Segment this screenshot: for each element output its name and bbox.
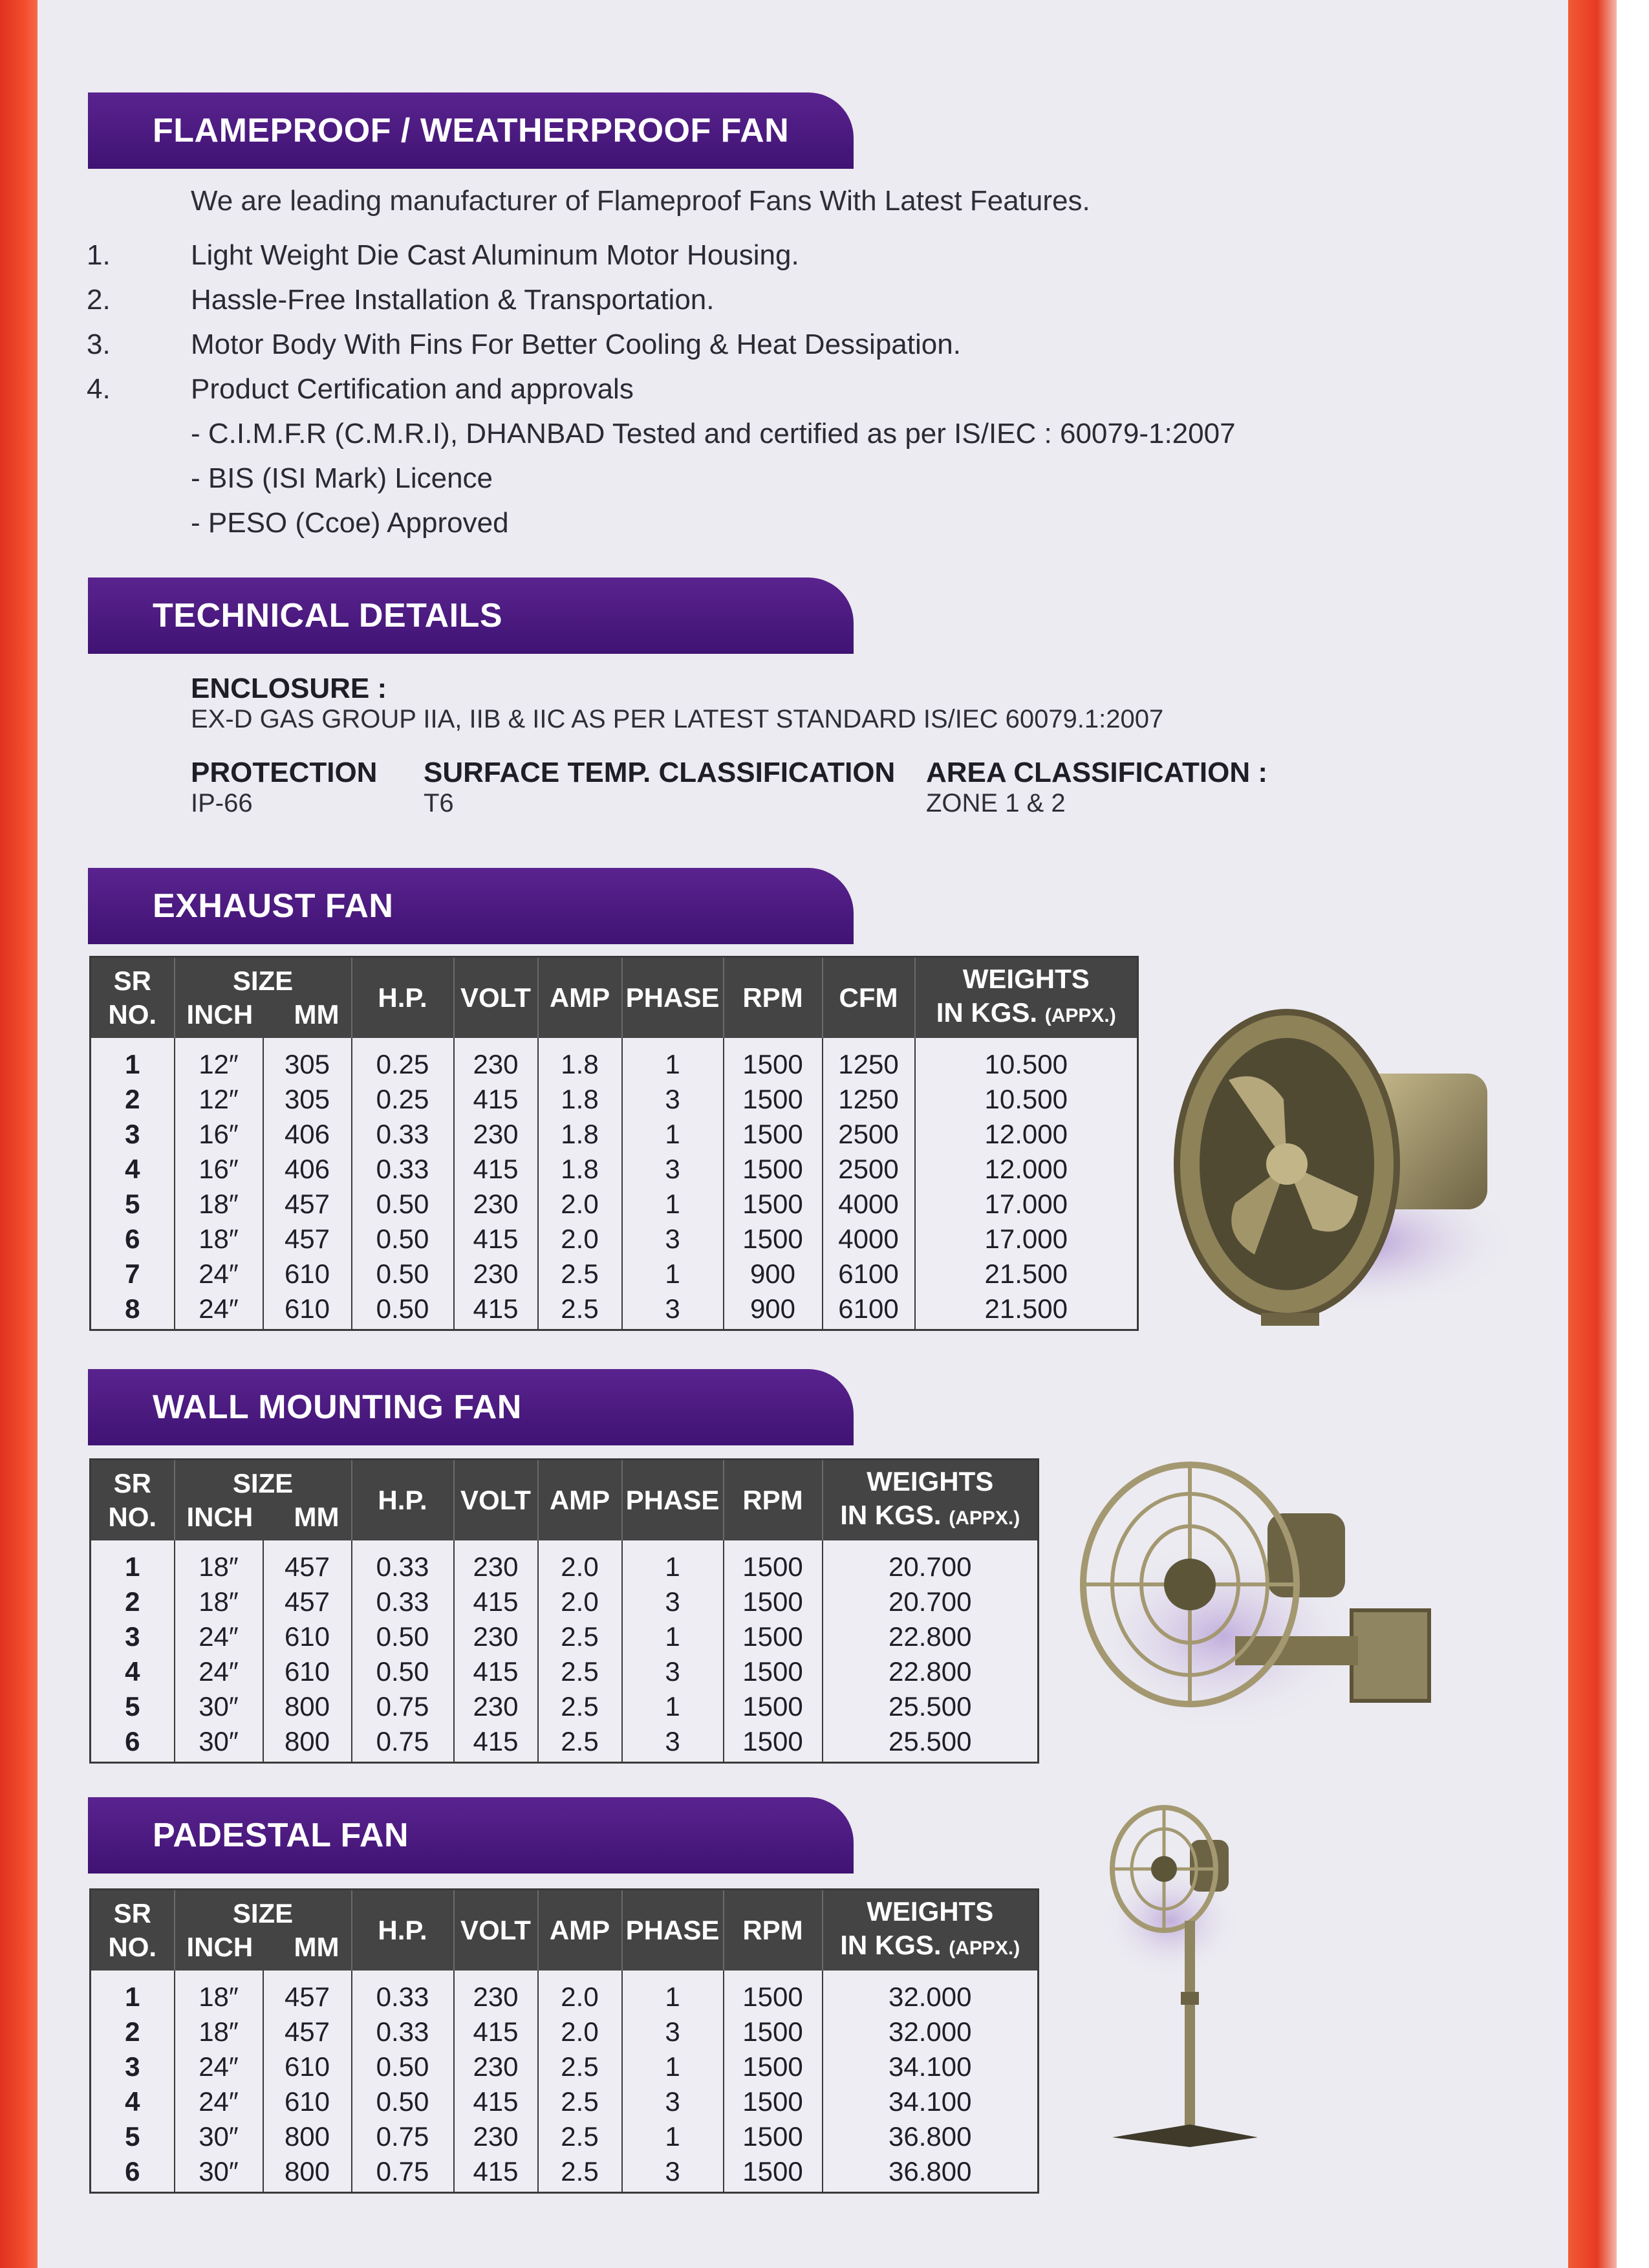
cell-sr: 6 (91, 1222, 175, 1257)
area-classification-block (926, 757, 1267, 818)
cell-weight: 34.100 (823, 2049, 1039, 2084)
table-row (91, 1082, 1138, 1117)
cell-sr: 5 (91, 1689, 175, 1724)
cell-volt: 415 (454, 1584, 538, 1619)
cell-rpm: 900 (724, 1291, 823, 1330)
cell-inch: 24″ (175, 1257, 263, 1291)
cell-rpm: 1500 (724, 1540, 823, 1584)
table-row (91, 1257, 1138, 1291)
cell-volt: 415 (454, 2154, 538, 2193)
cell-hp: 0.50 (352, 1619, 454, 1654)
left-accent-stripe (0, 0, 38, 2268)
table-row (91, 1619, 1039, 1654)
cell-weight: 12.000 (915, 1117, 1138, 1152)
cell-volt: 230 (454, 1187, 538, 1222)
protection-label: PROTECTION (191, 757, 378, 788)
cell-amp: 2.0 (538, 1584, 622, 1619)
table-row (91, 2154, 1039, 2193)
cell-hp: 0.33 (352, 1971, 454, 2014)
cell-sr: 2 (91, 1584, 175, 1619)
feature-text: Hassle-Free Installation & Transportation. (191, 284, 715, 316)
cell-hp: 0.75 (352, 1689, 454, 1724)
cell-sr: 1 (91, 1038, 175, 1082)
cell-cfm: 6100 (823, 1291, 915, 1330)
cell-cfm: 1250 (823, 1082, 915, 1117)
table-row (91, 1291, 1138, 1330)
cell-rpm: 1500 (724, 2049, 823, 2084)
cell-weight: 36.800 (823, 2119, 1039, 2154)
cell-weight: 32.000 (823, 1971, 1039, 2014)
cell-hp: 0.33 (352, 1540, 454, 1584)
cell-sr: 2 (91, 1082, 175, 1117)
cell-inch: 24″ (175, 1291, 263, 1330)
header-hp: H.P. (352, 1460, 454, 1540)
header-size: SIZE INCH MM (175, 1460, 352, 1540)
cell-hp: 0.50 (352, 1291, 454, 1330)
cell-weight: 32.000 (823, 2014, 1039, 2049)
header-rpm: RPM (724, 1460, 823, 1540)
cell-mm: 305 (263, 1082, 352, 1117)
section-banner-technical (88, 578, 854, 654)
header-hp: H.P. (352, 1890, 454, 1971)
header-phase: PHASE (622, 1460, 724, 1540)
cell-hp: 0.50 (352, 1187, 454, 1222)
cell-weight: 34.100 (823, 2084, 1039, 2119)
cell-mm: 800 (263, 2154, 352, 2193)
section-title: FLAMEPROOF / WEATHERPROOF FAN (153, 112, 790, 149)
header-hp: H.P. (352, 957, 454, 1038)
cell-inch: 18″ (175, 1540, 263, 1584)
cell-volt: 415 (454, 1152, 538, 1187)
cell-weight: 22.800 (823, 1654, 1039, 1689)
cell-weight: 25.500 (823, 1689, 1039, 1724)
cell-sr: 4 (91, 1654, 175, 1689)
cell-inch: 16″ (175, 1117, 263, 1152)
cell-volt: 230 (454, 2119, 538, 2154)
cell-mm: 800 (263, 1724, 352, 1763)
certification-item: - BIS (ISI Mark) Licence (191, 462, 493, 494)
cell-inch: 30″ (175, 1689, 263, 1724)
cell-phase: 1 (622, 1540, 724, 1584)
cell-weight: 17.000 (915, 1222, 1138, 1257)
header-sr: SR NO. (91, 957, 175, 1038)
cell-rpm: 1500 (724, 1152, 823, 1187)
cell-phase: 3 (622, 1584, 724, 1619)
intro-text: We are leading manufacturer of Flameproof Fans With Latest Features. (191, 185, 1090, 217)
cell-weight: 20.700 (823, 1540, 1039, 1584)
cell-volt: 415 (454, 1222, 538, 1257)
cell-sr: 7 (91, 1257, 175, 1291)
cell-rpm: 1500 (724, 1724, 823, 1763)
cell-weight: 25.500 (823, 1724, 1039, 1763)
cell-phase: 3 (622, 2084, 724, 2119)
cell-hp: 0.25 (352, 1082, 454, 1117)
cell-inch: 18″ (175, 1187, 263, 1222)
cell-volt: 230 (454, 1619, 538, 1654)
pedestal-fan-photo (1099, 1798, 1267, 2160)
feature-number: 1. (87, 239, 111, 271)
cell-hp: 0.50 (352, 1257, 454, 1291)
pedestal-fan-table (89, 1888, 1039, 2194)
cell-inch: 18″ (175, 1584, 263, 1619)
cell-phase: 1 (622, 1117, 724, 1152)
cell-cfm: 2500 (823, 1117, 915, 1152)
feature-number: 4. (87, 373, 111, 405)
header-volt: VOLT (454, 1460, 538, 1540)
cell-sr: 1 (91, 1971, 175, 2014)
header-amp: AMP (538, 957, 622, 1038)
certification-list (191, 418, 1236, 552)
cell-sr: 5 (91, 1187, 175, 1222)
cell-volt: 230 (454, 1117, 538, 1152)
header-size: SIZE INCH MM (175, 1890, 352, 1971)
header-amp: AMP (538, 1460, 622, 1540)
header-phase: PHASE (622, 1890, 724, 1971)
cell-weight: 21.500 (915, 1257, 1138, 1291)
cell-phase: 3 (622, 1291, 724, 1330)
feature-number: 3. (87, 329, 111, 360)
cell-amp: 2.5 (538, 2049, 622, 2084)
cell-mm: 406 (263, 1117, 352, 1152)
cell-rpm: 1500 (724, 1222, 823, 1257)
cell-rpm: 1500 (724, 1117, 823, 1152)
cell-phase: 1 (622, 2119, 724, 2154)
cell-sr: 2 (91, 2014, 175, 2049)
cell-amp: 2.5 (538, 2154, 622, 2193)
cell-cfm: 4000 (823, 1187, 915, 1222)
header-cfm: CFM (823, 957, 915, 1038)
cell-hp: 0.75 (352, 1724, 454, 1763)
cell-hp: 0.50 (352, 1222, 454, 1257)
cell-rpm: 1500 (724, 1654, 823, 1689)
cell-volt: 415 (454, 1724, 538, 1763)
cell-weight: 20.700 (823, 1584, 1039, 1619)
cell-volt: 230 (454, 1540, 538, 1584)
cell-mm: 800 (263, 1689, 352, 1724)
cell-mm: 305 (263, 1038, 352, 1082)
table-row (91, 1152, 1138, 1187)
cell-mm: 610 (263, 1654, 352, 1689)
cell-volt: 415 (454, 1082, 538, 1117)
cell-mm: 457 (263, 1971, 352, 2014)
cell-sr: 4 (91, 1152, 175, 1187)
table-row (91, 1971, 1039, 2014)
cell-volt: 415 (454, 2014, 538, 2049)
surface-temp-label: SURFACE TEMP. CLASSIFICATION (424, 757, 896, 788)
cell-rpm: 900 (724, 1257, 823, 1291)
header-phase: PHASE (622, 957, 724, 1038)
cell-mm: 457 (263, 1540, 352, 1584)
certification-item: - C.I.M.F.R (C.M.R.I), DHANBAD Tested and certified as per IS/IEC : 60079-1:2007 (191, 418, 1236, 449)
cell-mm: 610 (263, 2049, 352, 2084)
cell-phase: 1 (622, 1257, 724, 1291)
cell-inch: 12″ (175, 1038, 263, 1082)
cell-rpm: 1500 (724, 1584, 823, 1619)
surface-temp-value: T6 (424, 789, 454, 817)
certification-item: - PESO (Ccoe) Approved (191, 507, 509, 539)
cell-phase: 1 (622, 1689, 724, 1724)
header-weights: WEIGHTS IN KGS. (APPX.) (823, 1890, 1039, 1971)
cell-volt: 415 (454, 1654, 538, 1689)
enclosure-label: ENCLOSURE : (191, 673, 387, 704)
cell-phase: 1 (622, 2049, 724, 2084)
cell-sr: 4 (91, 2084, 175, 2119)
cell-cfm: 6100 (823, 1257, 915, 1291)
cell-cfm: 1250 (823, 1038, 915, 1082)
cell-amp: 2.5 (538, 2119, 622, 2154)
enclosure-block (191, 673, 1163, 734)
cell-inch: 30″ (175, 2154, 263, 2193)
exhaust-fan-photo (1145, 970, 1533, 1358)
cell-hp: 0.33 (352, 1152, 454, 1187)
cell-amp: 2.0 (538, 2014, 622, 2049)
cell-hp: 0.33 (352, 2014, 454, 2049)
cell-phase: 1 (622, 1038, 724, 1082)
feature-text: Motor Body With Fins For Better Cooling & Heat Dessipation. (191, 329, 961, 360)
cell-hp: 0.75 (352, 2154, 454, 2193)
cell-weight: 17.000 (915, 1187, 1138, 1222)
cell-hp: 0.75 (352, 2119, 454, 2154)
table-row (91, 1222, 1138, 1257)
cell-inch: 18″ (175, 1971, 263, 2014)
enclosure-value: EX-D GAS GROUP IIA, IIB & IIC AS PER LATEST STANDARD IS/IEC 60079.1:2007 (191, 705, 1164, 733)
cell-sr: 1 (91, 1540, 175, 1584)
exhaust-fan-table (89, 956, 1139, 1331)
cell-inch: 30″ (175, 2119, 263, 2154)
section-title: WALL MOUNTING FAN (153, 1388, 522, 1426)
cell-rpm: 1500 (724, 2154, 823, 2193)
table-row (91, 1038, 1138, 1082)
table-row (91, 2084, 1039, 2119)
wall-mounting-fan-photo (1073, 1442, 1461, 1746)
cell-amp: 2.0 (538, 1222, 622, 1257)
cell-mm: 406 (263, 1152, 352, 1187)
feature-text: Product Certification and approvals (191, 373, 634, 405)
cell-inch: 30″ (175, 1724, 263, 1763)
cell-volt: 230 (454, 1257, 538, 1291)
cell-amp: 2.5 (538, 1257, 622, 1291)
cell-mm: 800 (263, 2119, 352, 2154)
area-classification-label: AREA CLASSIFICATION : (926, 757, 1267, 788)
table-row (91, 1187, 1138, 1222)
cell-phase: 3 (622, 1724, 724, 1763)
cell-weight: 10.500 (915, 1082, 1138, 1117)
cell-mm: 610 (263, 1619, 352, 1654)
wall-table-body (91, 1540, 1039, 1763)
table-row (91, 1689, 1039, 1724)
cell-sr: 3 (91, 1117, 175, 1152)
cell-mm: 457 (263, 1222, 352, 1257)
table-row (91, 1540, 1039, 1584)
cell-amp: 2.5 (538, 1724, 622, 1763)
cell-cfm: 2500 (823, 1152, 915, 1187)
header-amp: AMP (538, 1890, 622, 1971)
cell-rpm: 1500 (724, 2084, 823, 2119)
cell-volt: 230 (454, 1038, 538, 1082)
header-rpm: RPM (724, 957, 823, 1038)
table-row (91, 1654, 1039, 1689)
cell-volt: 230 (454, 1689, 538, 1724)
cell-sr: 6 (91, 1724, 175, 1763)
cell-weight: 22.800 (823, 1619, 1039, 1654)
cell-volt: 415 (454, 2084, 538, 2119)
cell-mm: 610 (263, 1291, 352, 1330)
cell-volt: 415 (454, 1291, 538, 1330)
cell-amp: 2.5 (538, 2084, 622, 2119)
cell-phase: 3 (622, 1082, 724, 1117)
cell-mm: 457 (263, 1187, 352, 1222)
section-title: PADESTAL FAN (153, 1817, 409, 1854)
section-banner-pedestal (88, 1797, 854, 1874)
cell-sr: 3 (91, 1619, 175, 1654)
cell-phase: 3 (622, 1654, 724, 1689)
table-row (91, 2014, 1039, 2049)
section-banner-exhaust (88, 868, 854, 944)
header-volt: VOLT (454, 957, 538, 1038)
header-volt: VOLT (454, 1890, 538, 1971)
cell-amp: 1.8 (538, 1038, 622, 1082)
cell-phase: 1 (622, 1971, 724, 2014)
header-weights: WEIGHTS IN KGS. (APPX.) (915, 957, 1138, 1038)
cell-phase: 1 (622, 1619, 724, 1654)
cell-amp: 2.5 (538, 1291, 622, 1330)
table-row (91, 1117, 1138, 1152)
cell-amp: 2.5 (538, 1654, 622, 1689)
cell-inch: 24″ (175, 1619, 263, 1654)
right-accent-stripe (1568, 0, 1617, 2268)
section-banner-wall (88, 1369, 854, 1445)
cell-mm: 610 (263, 2084, 352, 2119)
cell-hp: 0.50 (352, 2049, 454, 2084)
cell-amp: 1.8 (538, 1152, 622, 1187)
cell-rpm: 1500 (724, 1689, 823, 1724)
cell-hp: 0.50 (352, 1654, 454, 1689)
cell-amp: 2.0 (538, 1971, 622, 2014)
cell-phase: 3 (622, 1152, 724, 1187)
cell-phase: 3 (622, 1222, 724, 1257)
cell-inch: 12″ (175, 1082, 263, 1117)
header-weights: WEIGHTS IN KGS. (APPX.) (823, 1460, 1039, 1540)
cell-amp: 1.8 (538, 1082, 622, 1117)
surface-temp-block (424, 757, 895, 818)
cell-rpm: 1500 (724, 1038, 823, 1082)
cell-rpm: 1500 (724, 1619, 823, 1654)
cell-phase: 1 (622, 1187, 724, 1222)
feature-number: 2. (87, 284, 111, 316)
cell-rpm: 1500 (724, 2014, 823, 2049)
cell-amp: 2.0 (538, 1187, 622, 1222)
section-banner-flameproof (88, 92, 854, 169)
feature-text: Light Weight Die Cast Aluminum Motor Housing. (191, 239, 799, 271)
cell-weight: 12.000 (915, 1152, 1138, 1187)
cell-rpm: 1500 (724, 1082, 823, 1117)
cell-volt: 230 (454, 1971, 538, 2014)
cell-hp: 0.50 (352, 2084, 454, 2119)
table-row (91, 2049, 1039, 2084)
cell-weight: 36.800 (823, 2154, 1039, 2193)
cell-inch: 16″ (175, 1152, 263, 1187)
cell-inch: 24″ (175, 2049, 263, 2084)
cell-sr: 6 (91, 2154, 175, 2193)
table-row (91, 2119, 1039, 2154)
cell-cfm: 4000 (823, 1222, 915, 1257)
section-title: EXHAUST FAN (153, 887, 394, 925)
header-size: SIZE INCH MM (175, 957, 352, 1038)
cell-volt: 230 (454, 2049, 538, 2084)
cell-rpm: 1500 (724, 2119, 823, 2154)
cell-mm: 457 (263, 2014, 352, 2049)
cell-rpm: 1500 (724, 1187, 823, 1222)
cell-inch: 24″ (175, 2084, 263, 2119)
cell-amp: 2.5 (538, 1619, 622, 1654)
cell-rpm: 1500 (724, 1971, 823, 2014)
cell-hp: 0.33 (352, 1117, 454, 1152)
cell-amp: 1.8 (538, 1117, 622, 1152)
cell-inch: 24″ (175, 1654, 263, 1689)
cell-mm: 457 (263, 1584, 352, 1619)
cell-mm: 610 (263, 1257, 352, 1291)
wall-fan-table (89, 1458, 1039, 1764)
exhaust-table-body (91, 1038, 1138, 1330)
cell-sr: 8 (91, 1291, 175, 1330)
protection-value: IP-66 (191, 789, 253, 817)
header-sr: SR NO. (91, 1890, 175, 1971)
cell-inch: 18″ (175, 2014, 263, 2049)
cell-hp: 0.33 (352, 1584, 454, 1619)
header-rpm: RPM (724, 1890, 823, 1971)
cell-phase: 3 (622, 2014, 724, 2049)
cell-amp: 2.5 (538, 1689, 622, 1724)
protection-block (191, 757, 377, 818)
header-sr: SR NO. (91, 1460, 175, 1540)
cell-amp: 2.0 (538, 1540, 622, 1584)
area-classification-value: ZONE 1 & 2 (926, 789, 1066, 817)
table-row (91, 1584, 1039, 1619)
cell-phase: 3 (622, 2154, 724, 2193)
cell-sr: 3 (91, 2049, 175, 2084)
cell-sr: 5 (91, 2119, 175, 2154)
pedestal-table-body (91, 1971, 1039, 2193)
cell-weight: 10.500 (915, 1038, 1138, 1082)
cell-weight: 21.500 (915, 1291, 1138, 1330)
table-row (91, 1724, 1039, 1763)
cell-hp: 0.25 (352, 1038, 454, 1082)
cell-inch: 18″ (175, 1222, 263, 1257)
section-title: TECHNICAL DETAILS (153, 597, 503, 634)
